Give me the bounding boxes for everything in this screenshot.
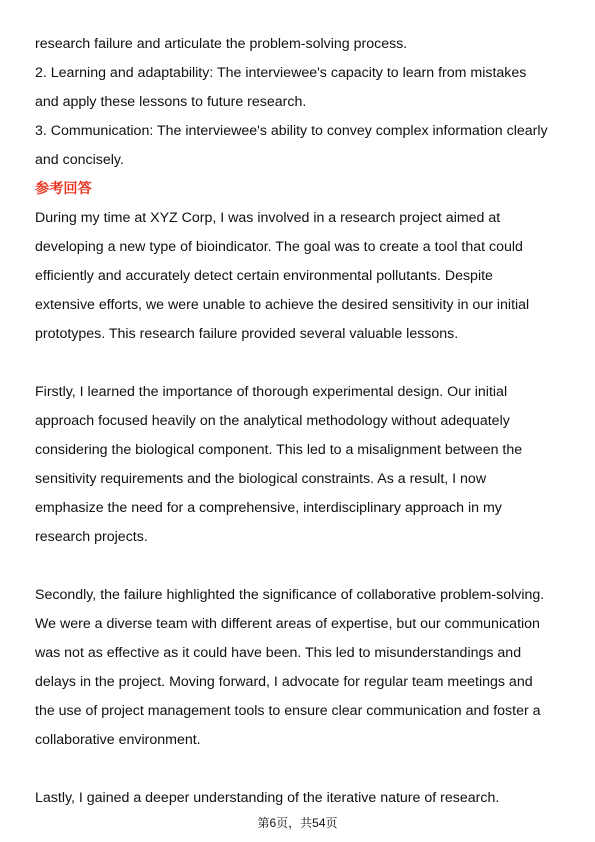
- paragraph-line: We were a diverse team with different areas of expertise, but our communication: [35, 616, 540, 632]
- paragraph-line: considering the biological component. This led to a misalignment between the: [35, 442, 523, 458]
- criteria-line: research failure and articulate the problem-solving process.: [35, 36, 408, 52]
- criteria-line: 3. Communication: The interviewee's ability to convey complex information clearly: [35, 123, 548, 139]
- paragraph-line: developing a new type of bioindicator. The goal was to create a tool that could: [35, 239, 523, 255]
- paragraph-line: was not as effective as it could have been. This led to misunderstandings and: [35, 645, 522, 661]
- paragraph-line: prototypes. This research failure provided several valuable lessons.: [35, 326, 459, 342]
- answer-heading: 参考回答: [35, 181, 92, 197]
- paragraph-spacer: [35, 755, 560, 784]
- paragraph-line: delays in the project. Moving forward, I advocate for regular team meetings and: [35, 674, 533, 690]
- paragraph-line: research projects.: [35, 529, 148, 545]
- criteria-line: and apply these lessons to future research.: [35, 94, 307, 110]
- paragraph-line: extensive efforts, we were unable to achieve the desired sensitivity in our initial: [35, 297, 530, 313]
- paragraph-spacer: [35, 552, 560, 581]
- paragraph-line: emphasize the need for a comprehensive, interdisciplinary approach in my: [35, 500, 502, 516]
- paragraph-line: Secondly, the failure highlighted the significance of collaborative problem-solving.: [35, 587, 545, 603]
- paragraph-line: the use of project management tools to ensure clear communication and foster a: [35, 703, 541, 719]
- paragraph-line: sensitivity requirements and the biological constraints. As a result, I now: [35, 471, 487, 487]
- criteria-line: and concisely.: [35, 152, 124, 168]
- paragraph-line: During my time at XYZ Corp, I was involved in a research project aimed at: [35, 210, 501, 226]
- paragraph-line: Lastly, I gained a deeper understanding of the iterative nature of research.: [35, 790, 500, 806]
- paragraph-spacer: [35, 349, 560, 378]
- paragraph-line: approach focused heavily on the analytical methodology without adequately: [35, 413, 510, 429]
- criteria-line: 2. Learning and adaptability: The interviewee's capacity to learn from mistakes: [35, 65, 527, 81]
- paragraph-line: Firstly, I learned the importance of thorough experimental design. Our initial: [35, 384, 508, 400]
- page-number-footer: 第6页，共54页: [257, 816, 338, 830]
- paragraph-line: efficiently and accurately detect certain environmental pollutants. Despite: [35, 268, 493, 284]
- page-content: [35, 30, 560, 813]
- paragraph-line: collaborative environment.: [35, 732, 201, 748]
